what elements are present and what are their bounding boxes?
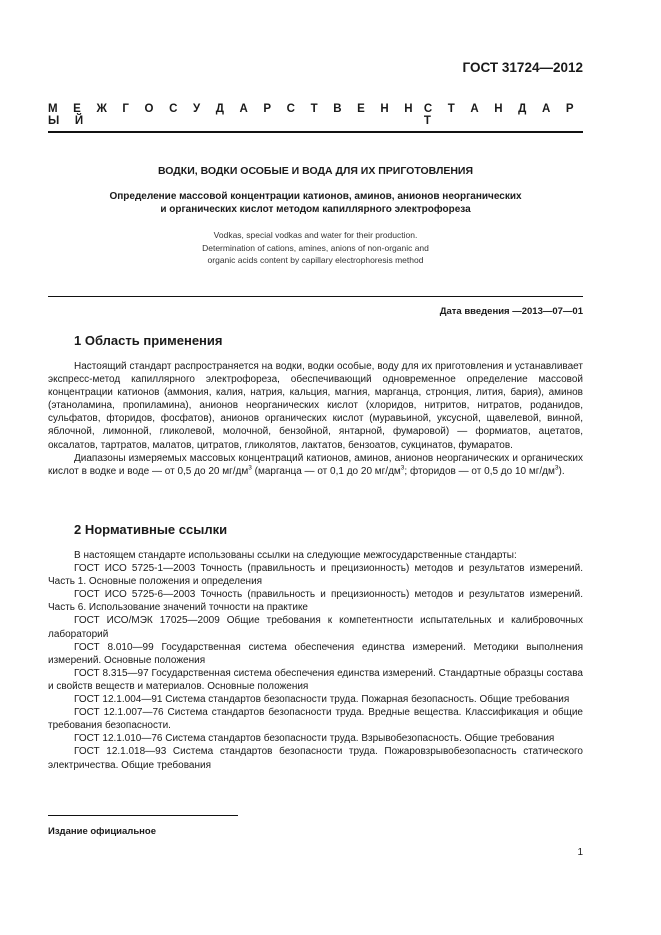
title-divider (48, 296, 583, 297)
reference-item: ГОСТ ИСО/МЭК 17025—2009 Общие требования к компетентности испытательных и калибровочных лабораторий (48, 615, 583, 640)
section-1-body (48, 360, 583, 478)
range-text-a: Диапазоны измеряемых массовых концентраций катионов, аминов, анионов неорганических и органических кислот в водке и воде — от 0,5 до 20 мг/дм (48, 452, 583, 477)
english-title-line-1: Vodkas, special vodkas and water for their production. (213, 230, 418, 240)
reference-item: ГОСТ 8.315—97 Государственная система обеспечения единства измерений. Стандартные образцы состава и свойств веществ и материалов. Основные положения (48, 667, 583, 692)
reference-item: ГОСТ ИСО 5725-1—2003 Точность (правильность и прецизионность) методов и результатов измерений. Часть 1. Основные положения и определения (48, 563, 583, 588)
section-1-paragraph-2 (48, 452, 583, 478)
english-title-line-2: Determination of cations, amines, anions of non-organic and (202, 242, 429, 253)
interstate-word-1: М Е Ж Г О С У Д А Р С Т В Е Н Н Ы Й (48, 103, 419, 127)
superscript-3: 3 (554, 464, 559, 472)
subtitle-line-1: Определение массовой концентрации катионов, аминов, анионов неорганических (109, 191, 522, 202)
section-1-heading: 1 Область применения (74, 333, 223, 348)
reference-item: ГОСТ 12.1.010—76 Система стандартов безопасности труда. Взрывобезопасность. Общие требования (74, 733, 555, 745)
reference-item: ГОСТ ИСО 5725-6—2003 Точность (правильность и прецизионность) методов и результатов измерений. Часть 6. Использование значений точности на практике (48, 589, 583, 614)
range-text-b: (марганца — от 0,1 до 20 мг/дм (251, 465, 401, 477)
effective-date: Дата введения —2013—07—01 (439, 306, 583, 317)
footer-divider (48, 815, 238, 816)
reference-item: ГОСТ 12.1.007—76 Система стандартов безопасности труда. Вредные вещества. Классификация и общие требования безопасности. (48, 707, 583, 732)
header-divider (48, 131, 583, 133)
interstate-word-2: С Т А Н Д А Р Т (423, 103, 580, 127)
document-subtitle (48, 190, 583, 216)
section-2-body (48, 549, 583, 772)
document-title: ВОДКИ, ВОДКИ ОСОБЫЕ И ВОДА ДЛЯ ИХ ПРИГОТОВЛЕНИЯ (157, 165, 474, 177)
range-text-d: ). (558, 465, 565, 477)
interstate-standard-banner (48, 103, 583, 127)
edition-label: Издание официальное (48, 826, 156, 837)
subtitle-line-2: и органических кислот методом капиллярного электрофореза (160, 204, 471, 215)
english-title (48, 229, 583, 267)
references-intro: В настоящем стандарте использованы ссылки на следующие межгосударственные стандарты: (74, 550, 517, 561)
page-number: 1 (577, 847, 583, 858)
section-2-heading: 2 Нормативные ссылки (74, 522, 228, 537)
reference-item: ГОСТ 12.1.018—93 Система стандартов безопасности труда. Пожаровзрывобезопасность статического электричества. Общие требования (48, 746, 583, 771)
reference-item: ГОСТ 8.010—99 Государственная система обеспечения единства измерений. Методики выполнения измерений. Основные положения (48, 641, 583, 666)
gost-number: ГОСТ 31724—2012 (462, 60, 583, 75)
superscript-3: 3 (248, 464, 252, 472)
reference-item: ГОСТ 12.1.004—91 Система стандартов безопасности труда. Пожарная безопасность. Общие требования (74, 694, 570, 706)
range-text-c: ; фторидов — от 0,5 до 10 мг/дм (404, 465, 555, 477)
english-title-line-3: organic acids content by capillary electrophoresis method (207, 255, 424, 265)
section-1-paragraph-1: Настоящий стандарт распространяется на водки, водки особые, воду для их приготовления и устанавливает экспресс-метод капиллярного электрофореза, обеспечивающий одновременное определение массовой концентрации катионов (аммония, калия, натрия, кальция, магния, марганца, стронция, лития, бария), аминов (этаноламина, пропиламина), анионов неорганических кислот (хлоридов, нитритов, нитратов, роданидов, сульфатов, фторидов, фосфатов), анионов органических кислот (муравьиной, уксусной, щавелевой, винной, яблочной, лимонной, гликолевой, молочной, бензойной, янтарной, фумаровой) — формиатов, ацетатов, оксалатов, тартратов, малатов, цитратов, гликолятов, лактатов, бензоатов, сукцинатов, фумаратов. (48, 361, 583, 451)
superscript-3: 3 (400, 464, 405, 472)
